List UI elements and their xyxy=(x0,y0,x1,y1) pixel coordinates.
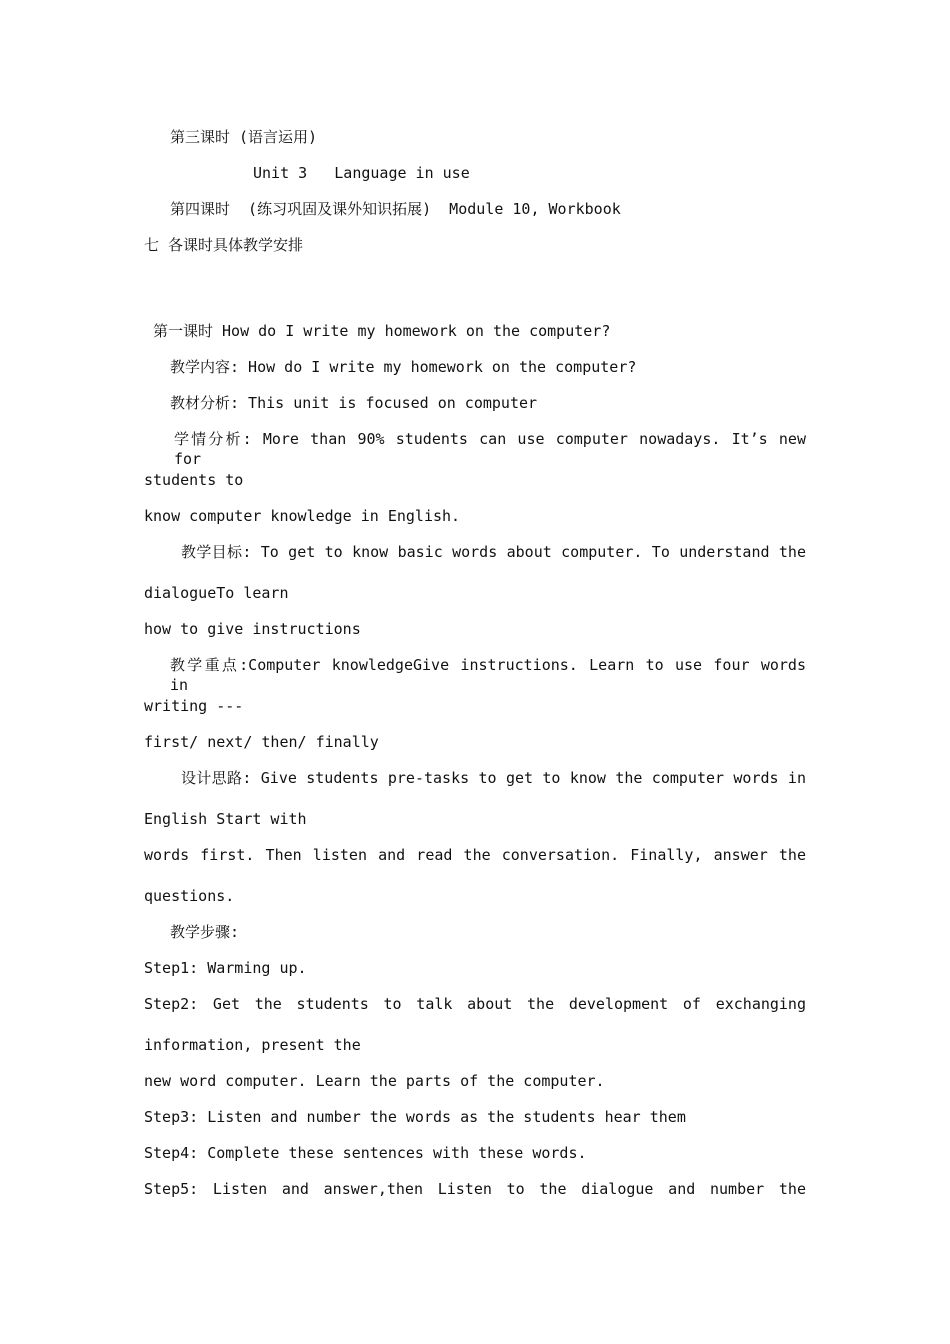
step-4: Step4: Complete these sentences with these words. xyxy=(144,1144,587,1162)
teaching-goals-line-2: dialogueTo learn xyxy=(144,584,289,602)
step-3: Step3: Listen and number the words as the students hear them xyxy=(144,1108,686,1126)
step-1: Step1: Warming up. xyxy=(144,959,307,977)
key-points-line-3: first/ next/ then/ finally xyxy=(144,733,379,751)
design-line-4: questions. xyxy=(144,887,235,905)
lesson4-line: 第四课时 (练习巩固及课外知识拓展) Module 10, Workbook xyxy=(170,200,621,218)
lesson3-title: 第三课时 (语言运用) xyxy=(170,128,318,146)
section-7-heading: 七 各课时具体教学安排 xyxy=(144,236,304,254)
step-2-line-2: information, present the xyxy=(144,1036,361,1054)
step-5: Step5: Listen and answer,then Listen to the dialogue and number the xyxy=(144,1180,806,1198)
teaching-steps-label: 教学步骤: xyxy=(170,923,240,941)
student-analysis-line-2: students to xyxy=(144,471,244,489)
lesson3-unit: Unit 3 Language in use xyxy=(253,164,470,182)
key-points-line-1: 教学重点:Computer knowledgeGive instructions. Learn to use four words in xyxy=(170,656,806,694)
student-analysis-line-1: 学情分析: More than 90% students can use computer nowadays. It’s new for xyxy=(174,430,806,468)
design-line-3: words first. Then listen and read the conversation. Finally, answer the xyxy=(144,846,806,864)
teaching-goals-line-1: 教学目标: To get to know basic words about computer. To understand the xyxy=(181,543,806,561)
teaching-content: 教学内容: How do I write my homework on the computer? xyxy=(170,358,637,376)
key-points-line-2: writing --- xyxy=(144,697,244,715)
material-analysis: 教材分析: This unit is focused on computer xyxy=(170,394,538,412)
lesson1-title: 第一课时 How do I write my homework on the computer? xyxy=(153,322,611,340)
teaching-goals-line-3: how to give instructions xyxy=(144,620,361,638)
student-analysis-line-3: know computer knowledge in English. xyxy=(144,507,461,525)
design-line-2: English Start with xyxy=(144,810,307,828)
design-line-1: 设计思路: Give students pre-tasks to get to know the computer words in xyxy=(181,769,806,787)
step-2-line-1: Step2: Get the students to talk about the development of exchanging xyxy=(144,995,806,1013)
step-2-line-3: new word computer. Learn the parts of the computer. xyxy=(144,1072,605,1090)
